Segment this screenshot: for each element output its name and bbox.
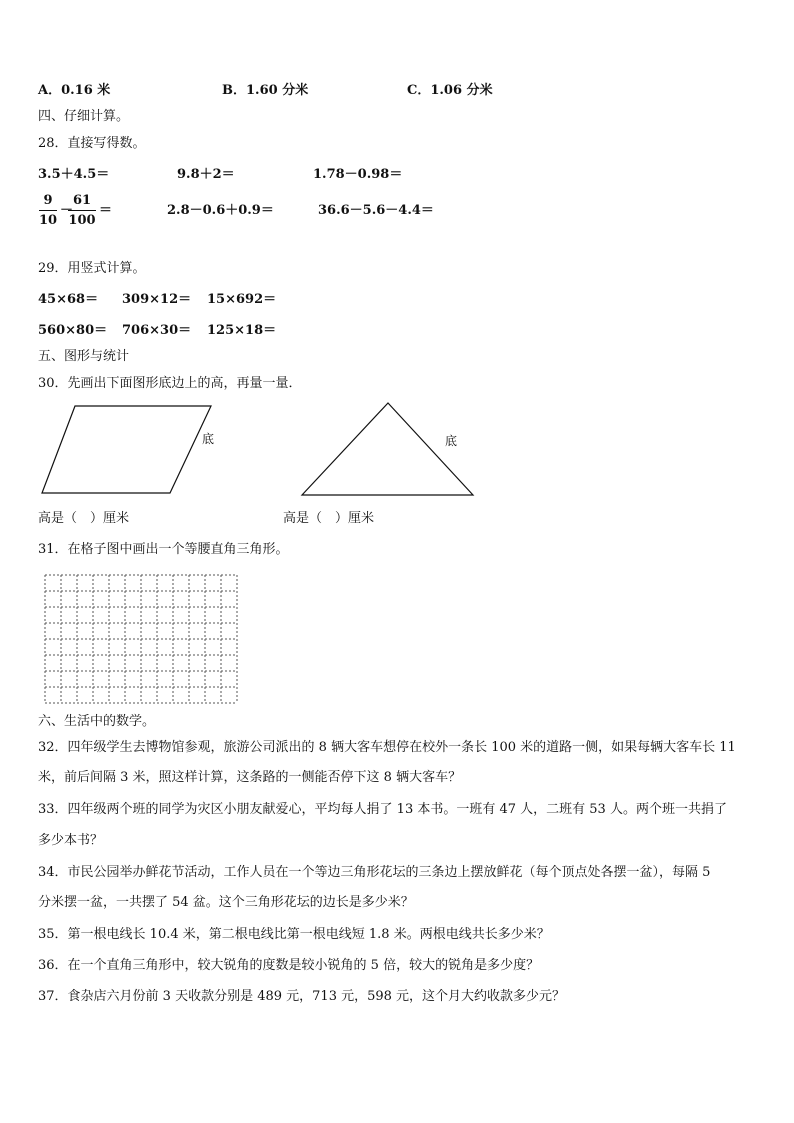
q34-line-1: 34．市民公园举办鲜花节活动，工作人员在一个等边三角形花坛的三条边上摆放鲜花（每个顶点处各摆一盆），每隔 5 <box>38 865 711 880</box>
option-b[interactable]: B．1.60 分米 <box>222 83 309 98</box>
q30-answer-left: 高是（ ）厘米 <box>38 511 130 526</box>
q29-expr-2: 309×12＝ <box>122 292 192 307</box>
q28-expr-6: 36.6－5.6－4.4＝ <box>318 203 434 218</box>
q28-expr-2: 9.8＋2＝ <box>177 167 235 182</box>
q29-title: 29．用竖式计算。 <box>38 261 146 276</box>
q28-expr-5: 2.8－0.6＋0.9＝ <box>167 203 274 218</box>
q33-line-1: 33．四年级两个班的同学为灾区小朋友献爱心，平均每人捐了 13 本书。一班有 47 人，二班有 53 人。两个班一共捐了 <box>38 802 727 817</box>
fraction-1: $\frac{9}{10}$ <box>39 193 58 228</box>
q28-title: 28．直接写得数。 <box>38 136 146 151</box>
q32-line-1: 32．四年级学生去博物馆参观，旅游公司派出的 8 辆大客车想停在校外一条长 100 米的道路一侧，如果每辆大客车长 11 <box>38 740 736 755</box>
parallelogram-base-label: 底 <box>202 432 215 446</box>
q29-expr-1: 45×68＝ <box>38 292 99 307</box>
q29-expr-4: 560×80＝ <box>38 323 108 338</box>
q31-title: 31．在格子图中画出一个等腰直角三角形。 <box>38 542 289 557</box>
section-6-title: 六、生活中的数学。 <box>38 714 156 729</box>
option-a[interactable]: A．0.16 米 <box>38 83 111 98</box>
section-4-title: 四、仔细计算。 <box>38 109 130 124</box>
fraction-equals: ＝ <box>99 203 113 218</box>
q28-expr-3: 1.78－0.98＝ <box>313 167 403 182</box>
fraction-minus: － <box>60 203 74 218</box>
option-c[interactable]: C．1.06 分米 <box>407 83 493 98</box>
q29-expr-6: 125×18＝ <box>207 323 277 338</box>
q37-line-1: 37．食杂店六月份前 3 天收款分别是 489 元，713 元，598 元，这个月大约收款多少元？ <box>38 989 566 1004</box>
fraction-2: $\frac{61}{100}$ <box>68 193 96 228</box>
q30-title: 30．先画出下面图形底边上的高，再量一量． <box>38 376 302 391</box>
q36-line-1: 36．在一个直角三角形中，较大锐角的度数是较小锐角的 5 倍，较大的锐角是多少度？ <box>38 958 540 973</box>
q32-line-2: 米，前后间隔 3 米，照这样计算，这条路的一侧能否停下这 8 辆大客车？ <box>38 770 462 785</box>
q33-line-2: 多少本书？ <box>38 833 104 848</box>
triangle-base-label: 底 <box>445 434 458 448</box>
q30-answer-right: 高是（ ）厘米 <box>283 511 375 526</box>
q34-line-2: 分米摆一盆，一共摆了 54 盆。这个三角形花坛的边长是多少米？ <box>38 895 414 910</box>
q35-line-1: 35．第一根电线长 10.4 米，第二根电线比第一根电线短 1.8 米。两根电线共长多少米？ <box>38 927 550 942</box>
q28-expr-1: 3.5＋4.5＝ <box>38 167 110 182</box>
q29-expr-5: 706×30＝ <box>122 323 192 338</box>
section-5-title: 五、图形与统计 <box>38 349 130 364</box>
q29-expr-3: 15×692＝ <box>207 292 277 307</box>
